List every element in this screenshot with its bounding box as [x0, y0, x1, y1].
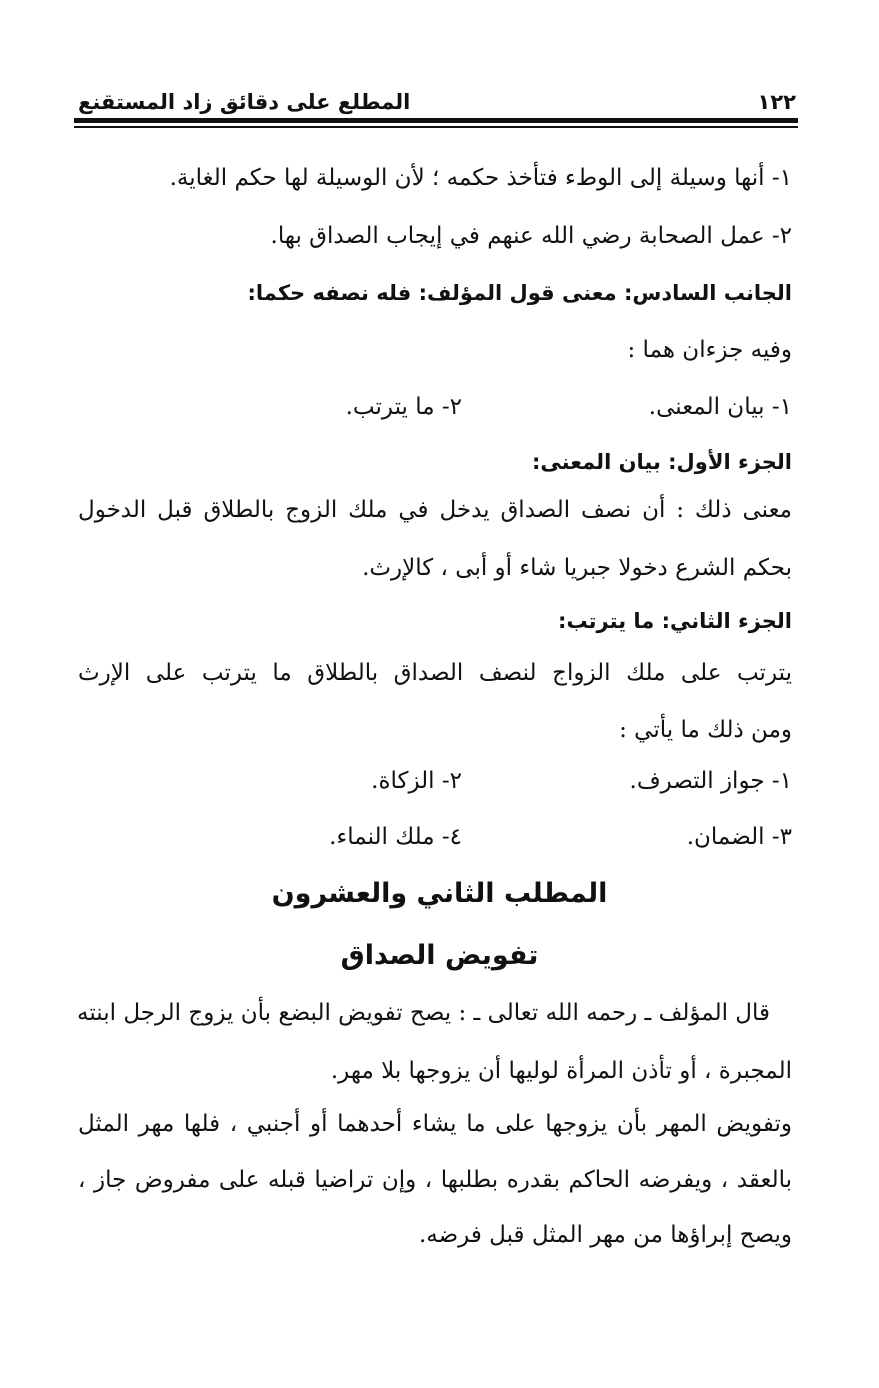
- section-heading: الجزء الثاني: ما يترتب:: [558, 609, 792, 633]
- list-item: ٤- ملك النماء.: [329, 824, 462, 850]
- list-item: ٢- ما يترتب.: [345, 394, 462, 420]
- text-line: يترتب على ملك الزواج لنصف الصداق بالطلاق ما يترتب على الإرث: [78, 660, 792, 686]
- text-line: قال المؤلف ـ رحمه الله تعالى ـ : يصح تفويض البضع بأن يزوج الرجل ابنته: [77, 1000, 770, 1026]
- list-item: ١- جواز التصرف.: [629, 768, 792, 794]
- text-line: ١- أنها وسيلة إلى الوطء فتأخذ حكمه ؛ لأن الوسيلة لها حكم الغاية.: [169, 165, 792, 191]
- chapter-heading: المطلب الثاني والعشرون: [271, 878, 608, 909]
- text-line: وتفويض المهر بأن يزوجها على ما يشاء أحدهما أو أجنبي ، فلها مهر المثل: [78, 1111, 792, 1137]
- header-rule-thick: [74, 118, 798, 123]
- two-column-list: [78, 392, 792, 422]
- two-column-list: [78, 822, 792, 852]
- text-line: بحكم الشرع دخولا جبريا شاء أو أبى ، كالإرث.: [362, 555, 792, 581]
- list-item: ١- بيان المعنى.: [648, 394, 792, 420]
- book-title: المطلع على دقائق زاد المستقنع: [78, 90, 411, 114]
- chapter-subheading: تفويض الصداق: [340, 940, 539, 971]
- two-column-list: [78, 766, 792, 796]
- section-heading: الجانب السادس: معنى قول المؤلف: فله نصفه حكما:: [247, 281, 792, 305]
- text-line: ٢- عمل الصحابة رضي الله عنهم في إيجاب الصداق بها.: [270, 223, 792, 249]
- text-line: ويصح إبراؤها من مهر المثل قبل فرضه.: [419, 1222, 792, 1248]
- header-rule-thin: [74, 126, 798, 128]
- running-header: [78, 80, 796, 116]
- text-line: وفيه جزءان هما :: [627, 337, 792, 363]
- text-line: بالعقد ، ويفرضه الحاكم بقدره بطلبها ، وإن تراضيا قبله على مفروض جاز ،: [78, 1167, 792, 1193]
- page-number: ١٢٢: [757, 90, 796, 114]
- text-line: معنى ذلك : أن نصف الصداق يدخل في ملك الزوج بالطلاق قبل الدخول: [78, 497, 792, 523]
- list-item: ٢- الزكاة.: [371, 768, 462, 794]
- list-item: ٣- الضمان.: [686, 824, 792, 850]
- section-heading: الجزء الأول: بيان المعنى:: [532, 450, 792, 474]
- text-line: المجبرة ، أو تأذن المرأة لوليها أن يزوجها بلا مهر.: [330, 1058, 792, 1084]
- text-line: ومن ذلك ما يأتي :: [619, 717, 792, 743]
